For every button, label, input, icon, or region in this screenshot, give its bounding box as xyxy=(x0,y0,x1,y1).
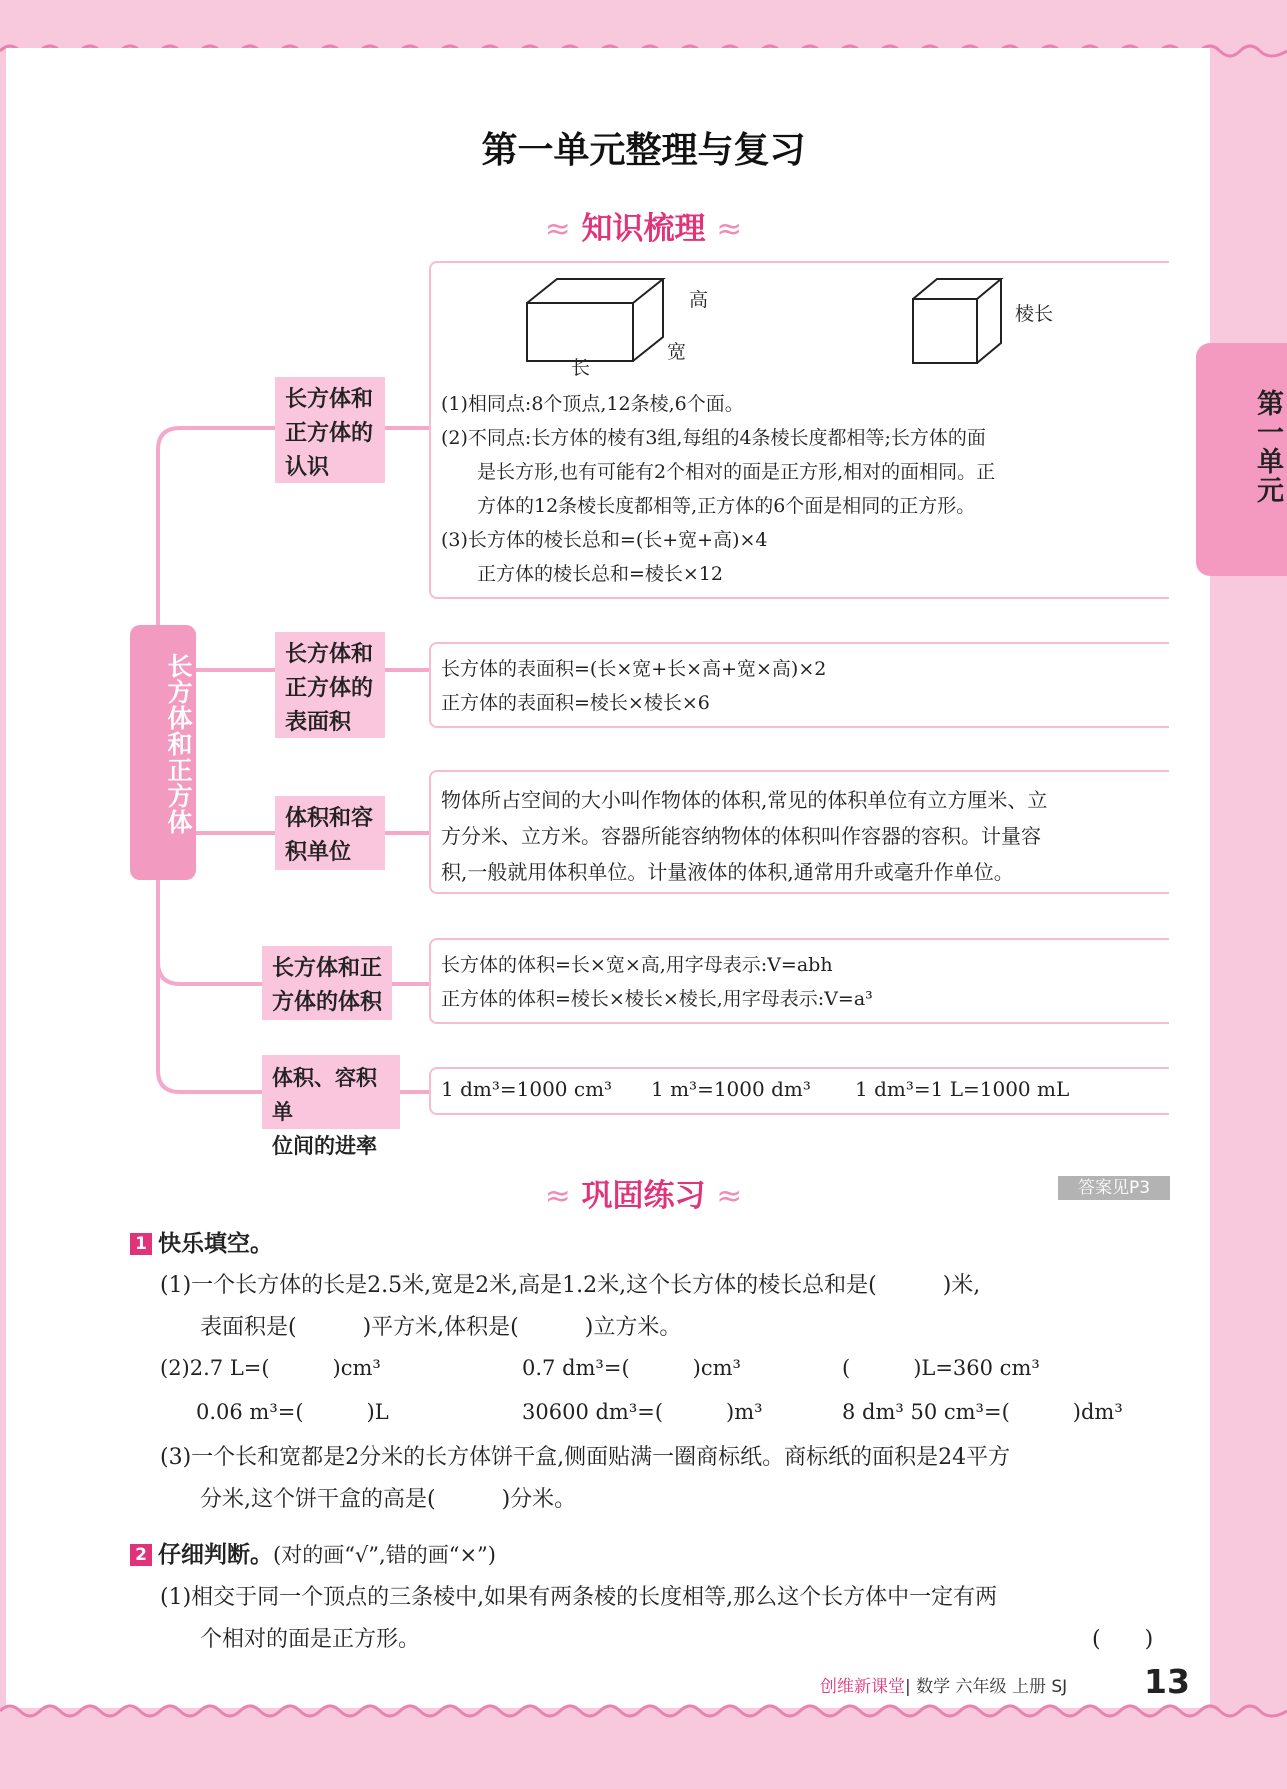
q1-blank-c[interactable]: ( )L=360 cm³ xyxy=(842,1356,1040,1380)
footer-brand: 创维新课堂 xyxy=(820,1677,905,1697)
box-volume xyxy=(429,938,1169,1024)
node-text: 长方体和 xyxy=(285,642,374,667)
node-recognition[interactable] xyxy=(275,377,385,483)
question-note: (对的画“√”,错的画“×”) xyxy=(273,1543,496,1567)
box-unit-conversion xyxy=(429,1067,1169,1115)
question-title: 快乐填空。 xyxy=(158,1231,273,1257)
q2-answer-bracket[interactable]: ( ) xyxy=(1092,1627,1154,1652)
question-1-heading xyxy=(130,1225,273,1258)
q1-blank-b[interactable]: 0.7 dm³=( )cm³ xyxy=(522,1356,741,1380)
box1-line: (2)不同点:长方体的棱有3组,每组的4条棱长度都相等;长方体的面 xyxy=(441,427,986,449)
box-surface-area xyxy=(429,642,1169,728)
conversion-dm3-l-ml: 1 dm³=1 L=1000 mL xyxy=(855,1077,1070,1101)
node-text: 方体的体积 xyxy=(272,990,383,1015)
label-length: 长 xyxy=(571,357,591,379)
box3-line: 物体所占空间的大小叫作物体的体积,常见的体积单位有立方厘米、立 xyxy=(441,788,1048,812)
node-text: 长方体和 xyxy=(285,387,374,412)
page-title: 第一单元整理与复习 xyxy=(481,130,806,171)
q2-line: (1)相交于同一个顶点的三条棱中,如果有两条棱的长度相等,那么这个长方体中一定有两 xyxy=(160,1585,998,1610)
root-label: 长方体和正方体 xyxy=(164,653,193,835)
box3-line: 方分米、立方米。容器所能容纳物体的体积叫作容器的容积。计量容 xyxy=(441,824,1041,848)
box-recognition xyxy=(429,261,1169,599)
q1-blank-e[interactable]: 30600 dm³=( )m³ xyxy=(522,1400,763,1424)
node-text: 长方体和正 xyxy=(272,956,383,981)
box2-line: 正方体的表面积=棱长×棱长×6 xyxy=(441,692,710,714)
q1-line: 分米,这个饼干盒的高是( )分米。 xyxy=(200,1487,577,1512)
question-2-heading xyxy=(130,1536,496,1569)
q1-blank-f[interactable]: 8 dm³ 50 cm³=( )dm³ xyxy=(842,1400,1123,1424)
box4-line: 长方体的体积=长×宽×高,用字母表示:V=abh xyxy=(441,954,833,976)
box4-line: 正方体的体积=棱长×棱长×棱长,用字母表示:V=a³ xyxy=(441,988,873,1010)
q1-blank-d[interactable]: 0.06 m³=( )L xyxy=(196,1400,389,1424)
unit-tab-label: 第一单元 xyxy=(1252,389,1283,505)
label-height: 高 xyxy=(689,289,709,311)
box1-line: (3)长方体的棱长总和=(长+宽+高)×4 xyxy=(441,529,768,551)
footer-info: | 数学 六年级 上册 SJ xyxy=(905,1677,1068,1697)
wave-deco-icon: ≈ xyxy=(716,211,743,247)
node-text: 正方体的 xyxy=(285,676,374,701)
box1-line: 方体的12条棱长度都相等,正方体的6个面是相同的正方形。 xyxy=(477,495,976,517)
q1-line: (3)一个长和宽都是2分米的长方体饼干盒,侧面贴满一圈商标纸。商标纸的面积是24平方 xyxy=(160,1445,1011,1470)
node-volume[interactable] xyxy=(262,946,392,1020)
node-text: 积单位 xyxy=(285,840,352,865)
q1-blank-a[interactable]: (2)2.7 L=( )cm³ xyxy=(160,1356,381,1380)
node-text: 认识 xyxy=(285,455,330,480)
section-knowledge-label: 知识梳理 xyxy=(581,211,706,247)
cuboid-cube-figure xyxy=(521,273,1081,383)
box-volume-units xyxy=(429,770,1169,894)
node-text: 位间的进率 xyxy=(272,1134,377,1158)
node-text: 体积和容 xyxy=(285,806,374,831)
mindmap-root xyxy=(130,625,196,880)
box1-line: (1)相同点:8个顶点,12条棱,6个面。 xyxy=(441,393,744,415)
box1-line: 正方体的棱长总和=棱长×12 xyxy=(477,563,724,585)
label-edge: 棱长 xyxy=(1015,303,1054,325)
section-title-knowledge xyxy=(0,203,1287,248)
box2-line: 长方体的表面积=(长×宽+长×高+宽×高)×2 xyxy=(441,658,827,680)
wave-deco-icon: ≈ xyxy=(544,211,571,247)
conversion-dm3-cm3: 1 dm³=1000 cm³ xyxy=(441,1077,613,1101)
label-width: 宽 xyxy=(667,341,687,363)
page-number: 13 xyxy=(1144,1662,1190,1701)
section-practice-label: 巩固练习 xyxy=(581,1178,706,1214)
q1-line: (1)一个长方体的长是2.5米,宽是2米,高是1.2米,这个长方体的棱长总和是( )米, xyxy=(160,1273,981,1298)
node-text: 表面积 xyxy=(285,710,352,735)
conversion-m3-dm3: 1 m³=1000 dm³ xyxy=(651,1077,811,1101)
node-volume-units[interactable] xyxy=(275,796,385,870)
node-text: 体积、容积单 xyxy=(272,1066,377,1124)
node-surface-area[interactable] xyxy=(275,632,385,738)
question-title: 仔细判断。 xyxy=(158,1542,273,1568)
node-unit-conversion[interactable] xyxy=(262,1055,400,1158)
wave-deco-icon: ≈ xyxy=(544,1178,571,1214)
box1-line: 是长方形,也有可能有2个相对的面是正方形,相对的面相同。正 xyxy=(477,461,996,483)
box3-line: 积,一般就用体积单位。计量液体的体积,通常用升或毫升作单位。 xyxy=(441,860,1014,884)
node-text: 正方体的 xyxy=(285,421,374,446)
footer xyxy=(820,1672,1067,1697)
q1-line: 表面积是( )平方米,体积是( )立方米。 xyxy=(200,1315,682,1340)
answer-reference-badge: 答案见P3 xyxy=(1058,1176,1170,1200)
q2-line: 个相对的面是正方形。 xyxy=(200,1627,421,1652)
bottom-wave-border xyxy=(0,1696,1287,1726)
wave-deco-icon: ≈ xyxy=(716,1178,743,1214)
question-number: 2 xyxy=(130,1544,152,1566)
unit-side-tab[interactable] xyxy=(1196,343,1287,576)
question-number: 1 xyxy=(130,1233,152,1255)
